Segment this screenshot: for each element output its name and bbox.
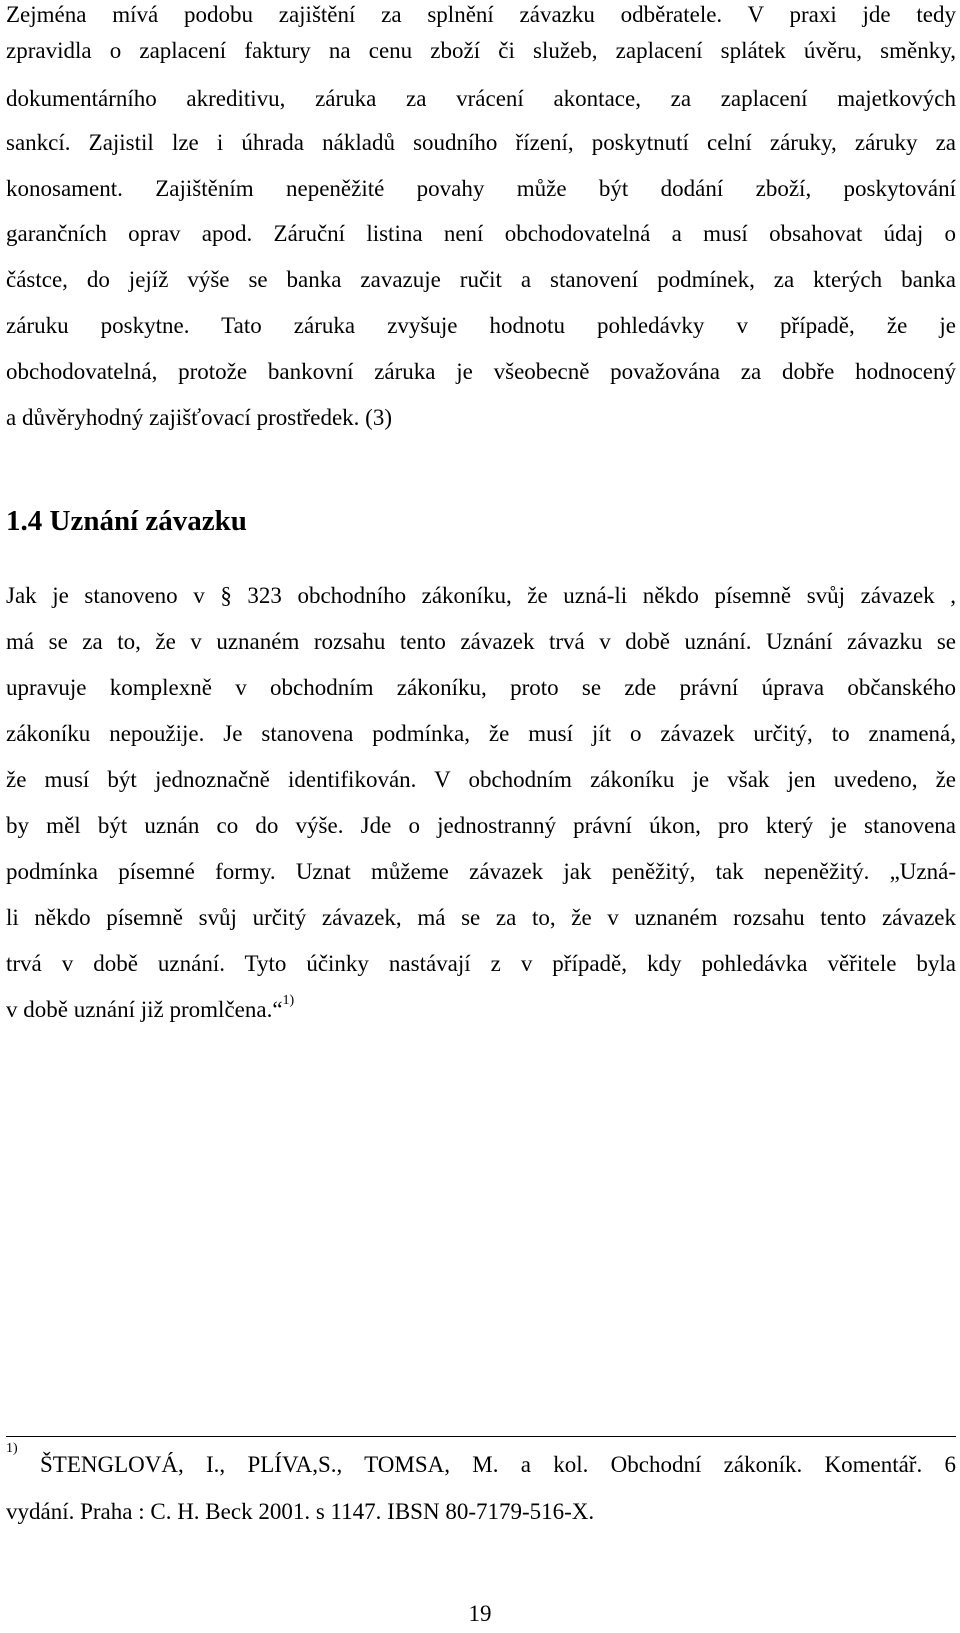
paragraph-line: zpravidla o zaplacení faktury na cenu zboží či služeb, zaplacení splátek úvěru, směnky,	[6, 38, 956, 63]
paragraph-last-line	[6, 995, 956, 1025]
paragraph-line: že musí být jednoznačně identifikován. V obchodním zákoníku je však jen uvedeno, že	[6, 767, 956, 792]
paragraph-line: by měl být uznán co do výše. Jde o jednostranný právní úkon, pro který je stanovena	[6, 813, 956, 838]
paragraph-line: Zejména mívá podobu zajištění za splnění závazku odběratele. V praxi jde tedy	[6, 2, 956, 27]
paragraph-line: má se za to, že v uznaném rozsahu tento závazek trvá v době uznání. Uznání závazku se	[6, 629, 956, 654]
paragraph-line: trvá v době uznání. Tyto účinky nastávají z v případě, kdy pohledávka věřitele byla	[6, 951, 956, 976]
footnote-reference[interactable]: 1)	[282, 993, 295, 1009]
paragraph-line-text: v době uznání již promlčena.“	[6, 997, 283, 1022]
paragraph-line: garančních oprav apod. Záruční listina není obchodovatelná a musí obsahovat údaj o	[6, 221, 956, 246]
footnote-divider	[6, 1436, 956, 1437]
paragraph-line: obchodovatelná, protože bankovní záruka je všeobecně považována za dobře hodnocený	[6, 359, 956, 384]
paragraph-line: zákoníku nepoužije. Je stanovena podmínka, že musí jít o závazek určitý, to znamená,	[6, 721, 956, 746]
paragraph-line: částce, do jejíž výše se banka zavazuje ručit a stanovení podmínek, za kterých banka	[6, 267, 956, 292]
footnote-mark: 1)	[6, 1441, 18, 1456]
paragraph-line: upravuje komplexně v obchodním zákoníku, proto se zde právní úprava občanského	[6, 675, 956, 700]
footnote-text-line: ŠTENGLOVÁ, I., PLÍVA,S., TOMSA, M. a kol. Obchodní zákoník. Komentář. 6	[40, 1452, 956, 1477]
paragraph-line: a důvěryhodný zajišťovací prostředek. (3)	[6, 405, 393, 430]
paragraph-line: konosament. Zajištěním nepeněžité povahy může být dodání zboží, poskytování	[6, 176, 956, 201]
paragraph-line: dokumentárního akreditivu, záruka za vrácení akontace, za zaplacení majetkových	[6, 86, 956, 111]
paragraph-line: Jak je stanoveno v § 323 obchodního zákoníku, že uzná-li někdo písemně svůj závazek ,	[6, 583, 956, 608]
paragraph-line: sankcí. Zajistil lze i úhrada nákladů soudního řízení, poskytnutí celní záruky, záruky za	[6, 130, 956, 155]
paragraph-line: li někdo písemně svůj určitý závazek, má se za to, že v uznaném rozsahu tento závazek	[6, 905, 956, 930]
section-heading: 1.4 Uznání závazku	[6, 505, 247, 537]
footnote-text-line: vydání. Praha : C. H. Beck 2001. s 1147. IBSN 80-7179-516-X.	[6, 1499, 595, 1524]
paragraph-line: podmínka písemné formy. Uznat můžeme závazek jak peněžitý, tak nepeněžitý. „Uzná-	[6, 859, 956, 884]
paragraph-line: záruku poskytne. Tato záruka zvyšuje hodnotu pohledávky v případě, že je	[6, 313, 956, 338]
page-number: 19	[468, 1601, 492, 1626]
